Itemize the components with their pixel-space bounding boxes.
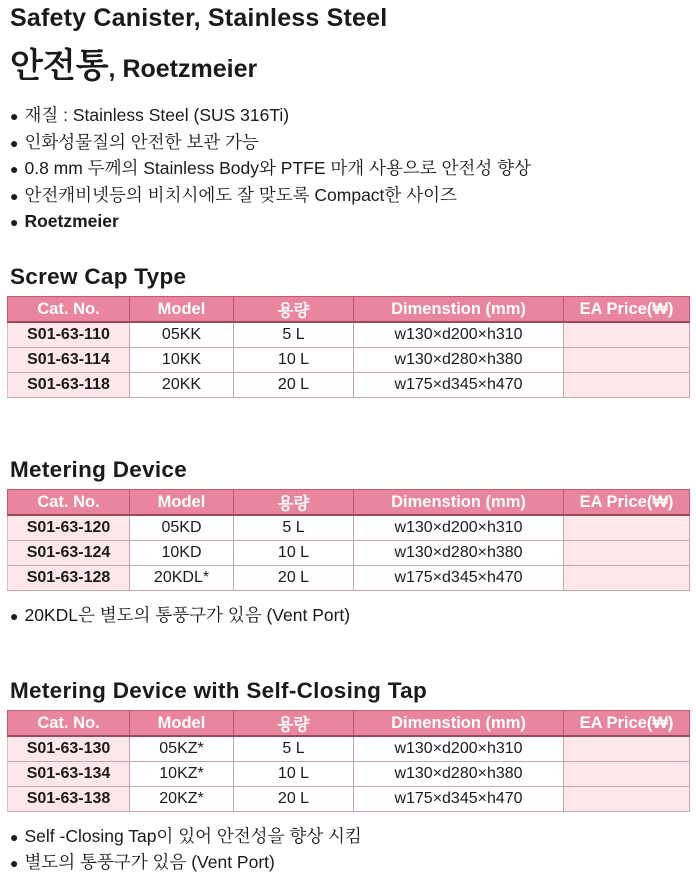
price-cell <box>564 348 690 373</box>
col-header-price: EA Price(₩) <box>564 711 690 737</box>
note-item: ● Self -Closing Tap이 있어 안전성을 향상 시킴 <box>10 826 362 846</box>
note-item: ● 20KDL은 별도의 통풍구가 있음 (Vent Port) <box>10 605 351 625</box>
col-header-capacity: 용량 <box>234 490 354 516</box>
col-header-cat: Cat. No. <box>8 297 130 323</box>
bullet-icon: ● <box>10 134 19 151</box>
spec-table-self-closing-tap <box>7 710 690 812</box>
feature-item: ● 인화성물질의 안전한 보관 가능 <box>10 131 259 152</box>
price-cell <box>564 736 690 762</box>
col-header-capacity: 용량 <box>234 711 354 737</box>
price-cell <box>564 787 690 812</box>
bullet-icon: ● <box>10 855 19 871</box>
col-header-price: EA Price(₩) <box>564 490 690 516</box>
notes-metering-device <box>10 602 350 628</box>
table-header-row <box>8 490 690 516</box>
bullet-icon: ● <box>10 608 19 624</box>
col-header-cat: Cat. No. <box>8 490 130 516</box>
feature-item: ● 0.8 mm 두께의 Stainless Body와 PTFE 마개 사용으로 안전성 향상 <box>10 158 531 178</box>
feature-item: ● 안전캐비넷등의 비치시에도 잘 맞도록 Compact한 사이즈 <box>10 184 457 205</box>
price-cell <box>564 322 690 348</box>
price-cell <box>564 515 690 541</box>
col-header-dimension: Dimenstion (mm) <box>354 490 564 516</box>
table-row: S01-63-128 20KDL* 20 L w175×d345×h470 <box>8 566 690 591</box>
price-cell <box>564 762 690 787</box>
feature-list <box>10 102 531 235</box>
table-row: S01-63-124 10KD 10 L w130×d280×h380 <box>8 541 690 566</box>
subtitle-brand: , Roetzmeier <box>108 55 258 83</box>
table-row: S01-63-130 05KZ* 5 L w130×d200×h310 <box>8 736 690 762</box>
section-title-self-closing-tap: Metering Device with Self-Closing Tap <box>10 678 427 703</box>
price-cell <box>564 566 690 591</box>
table-header-row <box>8 711 690 737</box>
section-title-screw-cap: Screw Cap Type <box>10 264 187 289</box>
bullet-icon: ● <box>10 829 19 845</box>
col-header-capacity: 용량 <box>234 297 354 323</box>
col-header-model: Model <box>130 490 234 516</box>
col-header-model: Model <box>130 297 234 323</box>
spec-table-metering-device <box>7 489 690 591</box>
table-row: S01-63-114 10KK 10 L w130×d280×h380 <box>8 348 690 373</box>
subtitle-korean: 안전통 <box>10 47 109 85</box>
section-title-metering-device: Metering Device <box>10 457 188 482</box>
col-header-model: Model <box>130 711 234 737</box>
col-header-cat: Cat. No. <box>8 711 130 737</box>
price-cell <box>564 541 690 566</box>
col-header-dimension: Dimenstion (mm) <box>354 297 564 323</box>
feature-item: ● 재질 : Stainless Steel (SUS 316Ti) <box>10 105 290 125</box>
bullet-icon: ● <box>10 187 19 204</box>
table-row: S01-63-110 05KK 5 L w130×d200×h310 <box>8 322 690 348</box>
table-header-row <box>8 297 690 323</box>
bullet-icon: ● <box>10 161 19 177</box>
table-row: S01-63-118 20KK 20 L w175×d345×h470 <box>8 373 690 398</box>
feature-item: ● Roetzmeier <box>10 211 119 231</box>
bullet-icon: ● <box>10 108 19 124</box>
price-cell <box>564 373 690 398</box>
spec-table-screw-cap <box>7 296 690 398</box>
bullet-icon: ● <box>10 214 19 230</box>
table-row: S01-63-134 10KZ* 10 L w130×d280×h380 <box>8 762 690 787</box>
note-item: ● 별도의 통풍구가 있음 (Vent Port) <box>10 852 275 872</box>
page-title: Safety Canister, Stainless Steel <box>10 4 388 32</box>
col-header-price: EA Price(₩) <box>564 297 690 323</box>
table-row: S01-63-138 20KZ* 20 L w175×d345×h470 <box>8 787 690 812</box>
page-subtitle <box>10 38 257 87</box>
table-row: S01-63-120 05KD 5 L w130×d200×h310 <box>8 515 690 541</box>
col-header-dimension: Dimenstion (mm) <box>354 711 564 737</box>
notes-self-closing-tap <box>10 823 362 875</box>
